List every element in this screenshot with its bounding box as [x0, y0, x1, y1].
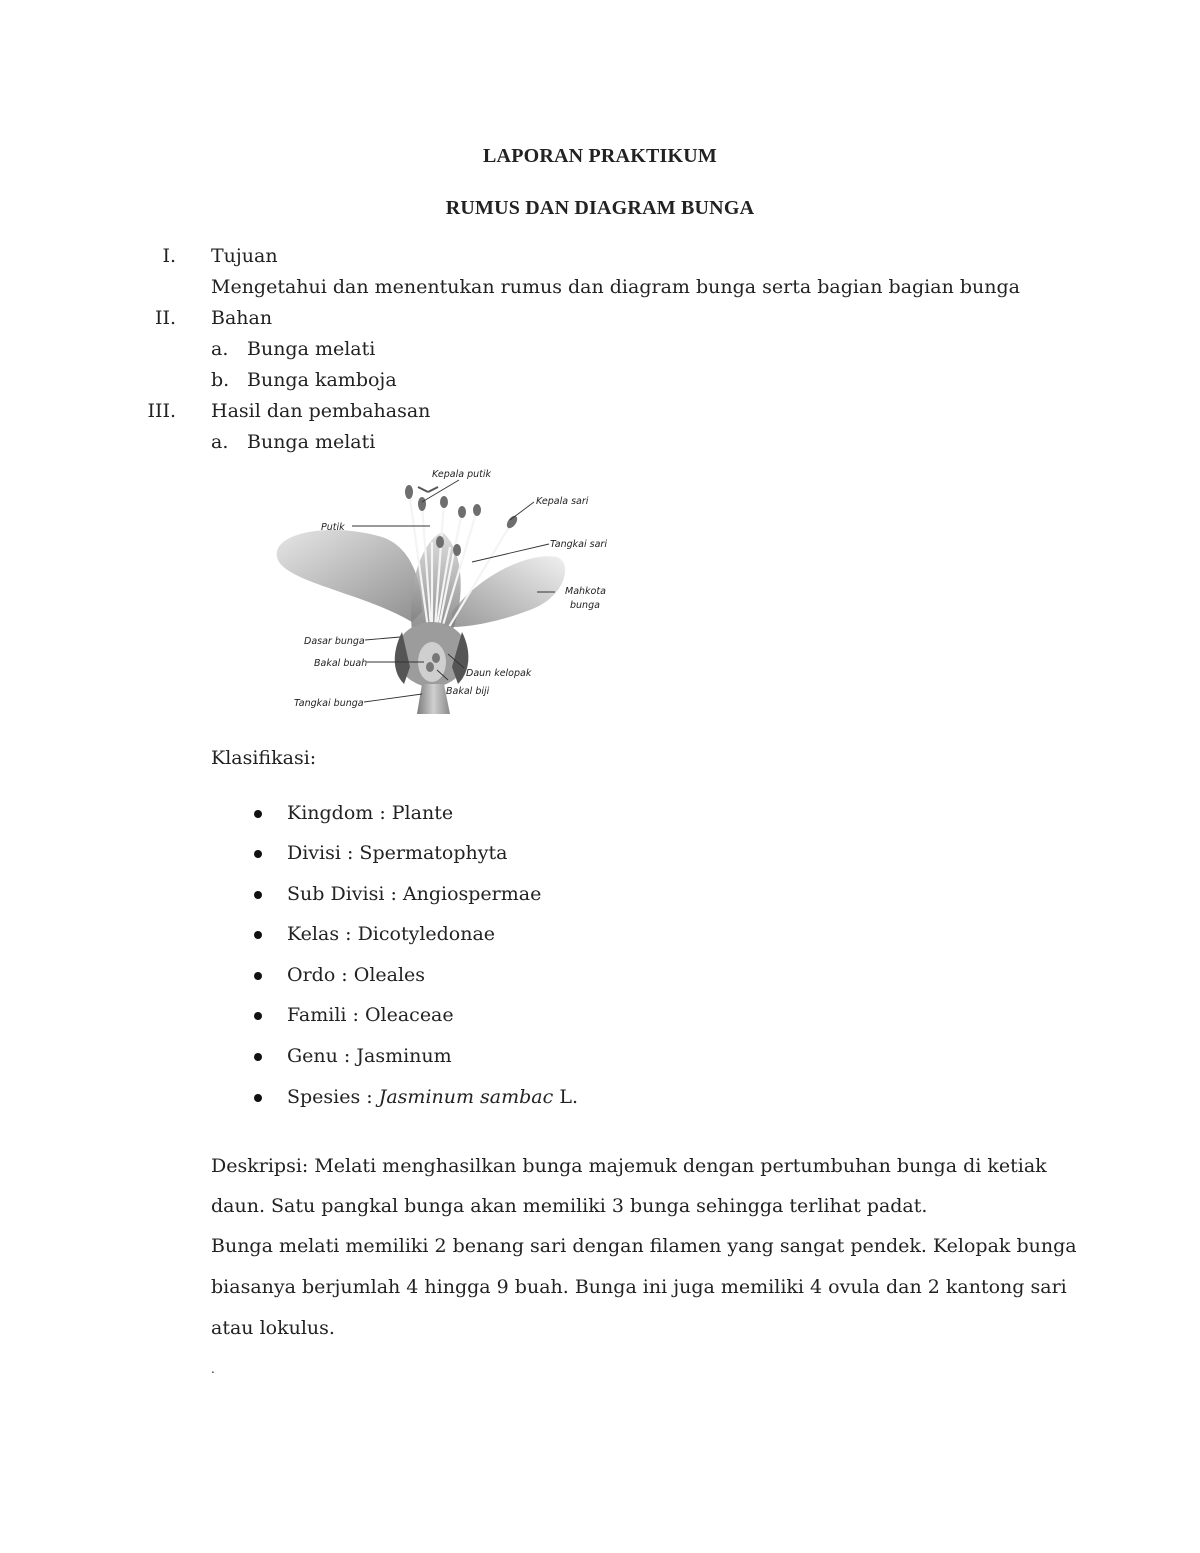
deskripsi-line: Deskripsi: Melati menghasilkan bunga majemuk dengan pertumbuhan bunga di ketiak: [211, 1155, 1047, 1177]
list-marker: a.: [211, 338, 229, 360]
report-subtitle: RUMUS DAN DIAGRAM BUNGA: [445, 197, 755, 219]
bullet-icon: [254, 972, 262, 980]
section-numeral-1: I.: [162, 245, 176, 267]
deskripsi-line: Bunga melati memiliki 2 benang sari dengan filamen yang sangat pendek. Kelopak bunga: [211, 1235, 1077, 1257]
spesies-prefix: Spesies :: [287, 1086, 379, 1108]
label-bakal-biji: Bakal biji: [446, 686, 490, 697]
label-dasar-bunga: Dasar bunga: [304, 636, 365, 647]
section-body-tujuan: Mengetahui dan menentukan rumus dan diagram bunga serta bagian bagian bunga: [211, 276, 1020, 298]
list-item: Bunga kamboja: [247, 369, 397, 391]
section-numeral-3: III.: [147, 400, 176, 422]
spesies-name: Jasminum sambac: [378, 1086, 554, 1108]
section-heading-tujuan: Tujuan: [211, 245, 278, 267]
label-kepala-putik: Kepala putik: [432, 469, 491, 480]
bullet-icon: [254, 1053, 262, 1061]
label-mahkota: Mahkota: [565, 586, 606, 597]
klasifikasi-item: Sub Divisi : Angiospermae: [287, 883, 542, 905]
klasifikasi-item: Genu : Jasminum: [287, 1045, 452, 1067]
label-putik: Putik: [321, 522, 345, 533]
label-daun-kelopak: Daun kelopak: [466, 668, 532, 679]
spesies-suffix: L.: [553, 1086, 578, 1108]
klasifikasi-item: Kelas : Dicotyledonae: [287, 923, 496, 945]
deskripsi-line: atau lokulus.: [211, 1317, 335, 1339]
klasifikasi-item: Kingdom : Plante: [287, 802, 454, 824]
bullet-icon: [254, 850, 262, 858]
flower-diagram: [272, 462, 622, 714]
list-item: Bunga melati: [247, 431, 376, 453]
klasifikasi-item-spesies: [287, 1086, 578, 1108]
label-bakal-buah: Bakal buah: [314, 658, 368, 669]
section-heading-bahan: Bahan: [211, 307, 273, 329]
list-marker: a.: [211, 431, 229, 453]
klasifikasi-heading: Klasifikasi:: [211, 747, 317, 769]
bullet-icon: [254, 931, 262, 939]
label-mahkota-bunga: bunga: [570, 600, 600, 611]
list-marker: b.: [211, 369, 230, 391]
deskripsi-line: biasanya berjumlah 4 hingga 9 buah. Bunga ini juga memiliki 4 ovula dan 2 kantong sari: [211, 1276, 1067, 1298]
list-item: Bunga melati: [247, 338, 376, 360]
bullet-icon: [254, 810, 262, 818]
label-tangkai-bunga: Tangkai bunga: [294, 698, 364, 709]
bullet-icon: [254, 1012, 262, 1020]
trailing-period: .: [211, 1362, 215, 1376]
section-numeral-2: II.: [154, 307, 176, 329]
label-kepala-sari: Kepala sari: [536, 496, 589, 507]
label-tangkai-sari: Tangkai sari: [550, 539, 607, 550]
bullet-icon: [254, 1094, 262, 1102]
deskripsi-line: daun. Satu pangkal bunga akan memiliki 3 bunga sehingga terlihat padat.: [211, 1195, 928, 1217]
report-title: LAPORAN PRAKTIKUM: [483, 145, 717, 167]
bullet-icon: [254, 891, 262, 899]
klasifikasi-item: Divisi : Spermatophyta: [287, 842, 508, 864]
section-heading-hasil: Hasil dan pembahasan: [211, 400, 431, 422]
petal-left: [277, 530, 422, 622]
klasifikasi-item: Ordo : Oleales: [287, 964, 426, 986]
klasifikasi-item: Famili : Oleaceae: [287, 1004, 454, 1026]
